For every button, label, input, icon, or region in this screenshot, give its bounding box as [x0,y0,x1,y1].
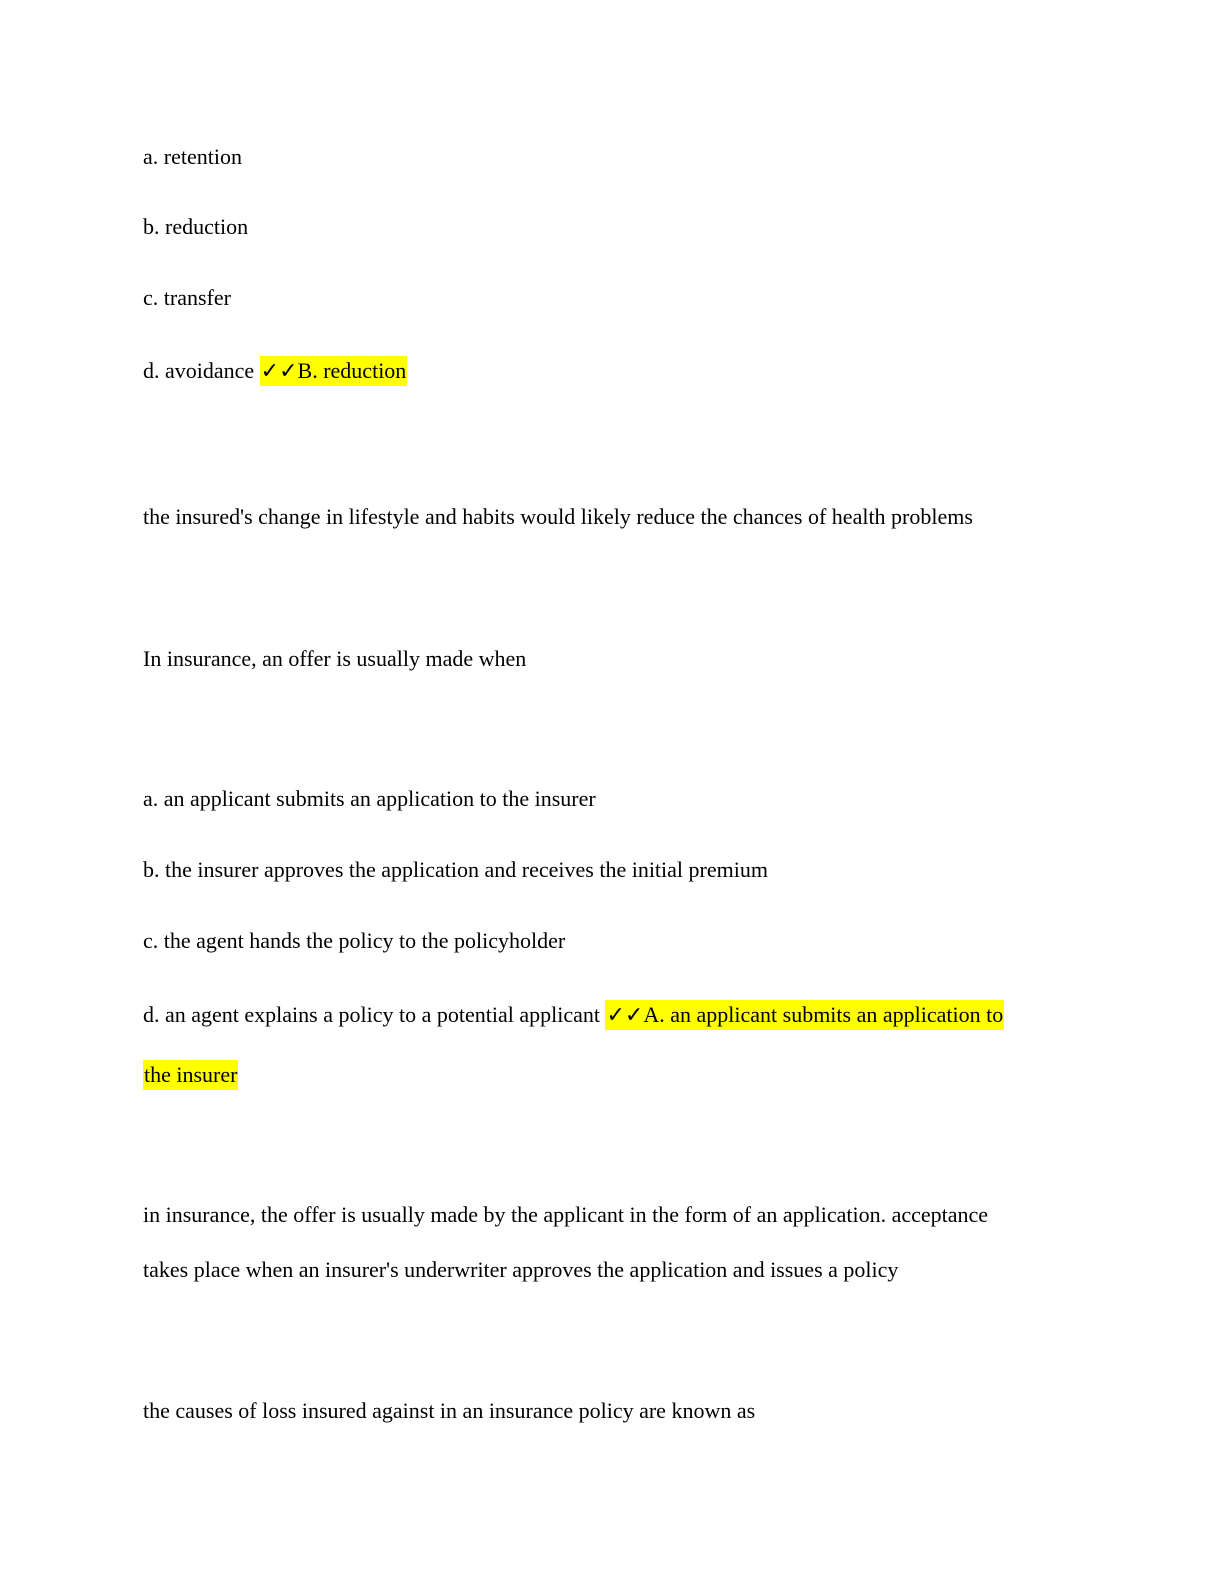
q2-answer-continuation [143,1060,238,1090]
q1-option-a: a. retention [143,144,242,169]
q2-explanation-line1: in insurance, the offer is usually made by the applicant in the form of an application. acceptance [143,1202,989,1227]
q1-explanation: the insured's change in lifestyle and habits would likely reduce the chances of health problems [143,504,973,529]
q2-option-a: a. an applicant submits an application to the insurer [143,786,596,811]
q2-option-b: b. the insurer approves the application and receives the initial premium [143,857,768,882]
q1-option-c: c. transfer [143,285,231,310]
q1-answer: B. reduction [297,358,407,383]
checkmark-icon: ✓✓ [606,1003,644,1028]
q2-answer-highlight [605,1000,1004,1030]
q2-explanation-line2: takes place when an insurer's underwriter approves the application and issues a policy [143,1257,899,1282]
q2-option-d-text: d. an agent explains a policy to a potential applicant [143,1002,600,1027]
q2-option-c: c. the agent hands the policy to the policyholder [143,928,566,953]
q2-answer-line2: the insurer [143,1060,238,1090]
q1-option-b: b. reduction [143,214,249,239]
q2-question: In insurance, an offer is usually made when [143,646,527,671]
q2-option-d [143,1000,1004,1031]
q1-answer-highlight [260,356,408,386]
q1-option-d-text: d. avoidance [143,358,255,383]
checkmark-icon: ✓✓ [260,359,298,384]
q3-question: the causes of loss insured against in an insurance policy are known as [143,1398,756,1423]
q2-answer-line1: A. an applicant submits an application to [643,1002,1004,1027]
q1-option-d [143,356,407,387]
